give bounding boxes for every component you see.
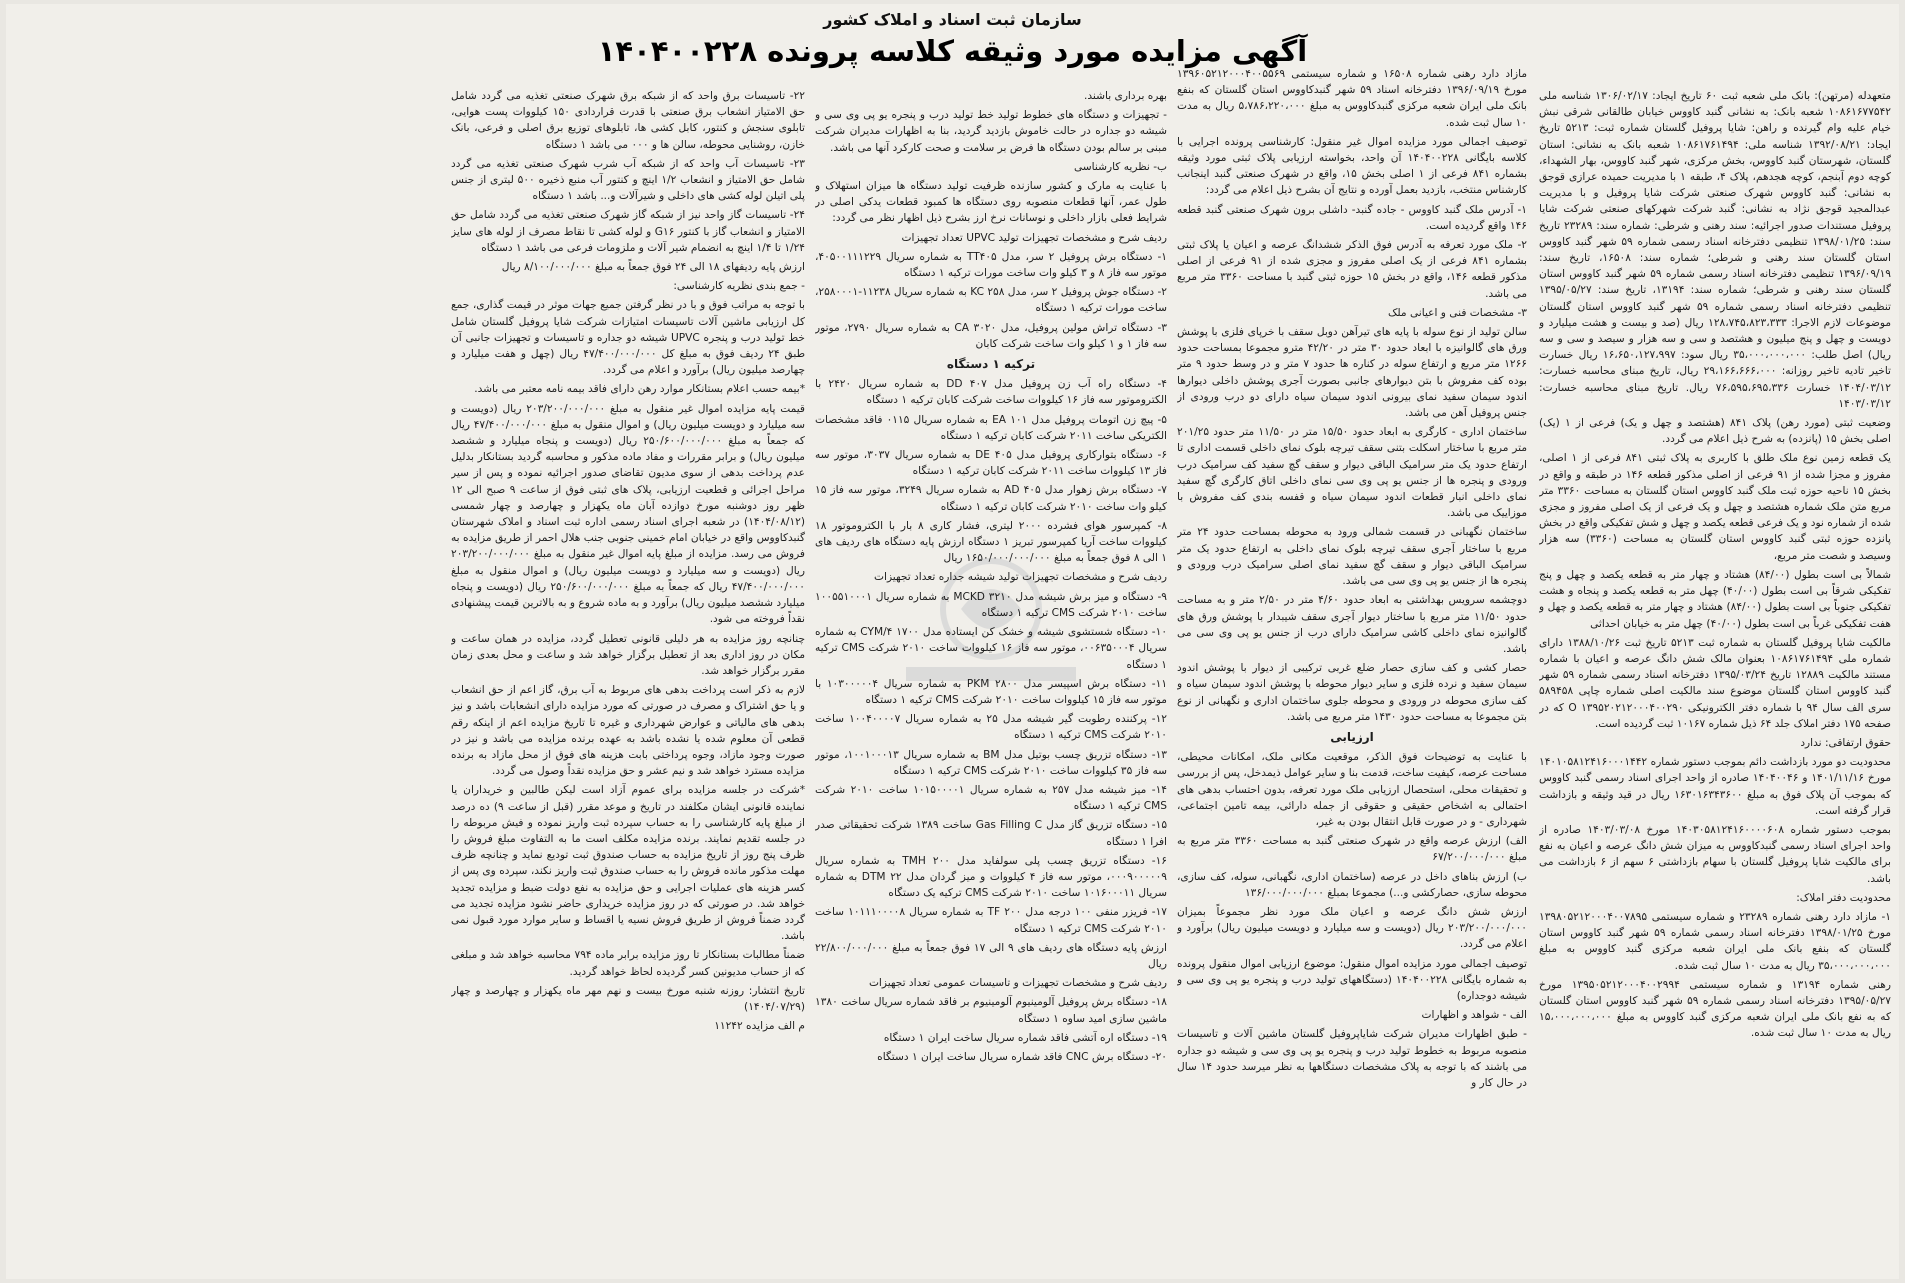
newspaper-clipping bbox=[6, 4, 1899, 1279]
paragraph: ۱۷- فریزر منفی ۱۰۰ درجه مدل TF ۲۰۰ به شماره سریال ۱۰۱۱۱۰۰۰۰۸ ساخت ۲۰۱۰ شرکت CMS ترکیه ۱ دستگاه bbox=[815, 906, 1167, 935]
paragraph: ۱۶- دستگاه تزریق چسب پلی سولفاید مدل TMH ۲۰۰ به شماره سریال ۰۰۰۹۰۰۰۰۰۹، موتور سه فاز ۴ کیلووات و میز گردان مدل DTM ۲۲ به شماره سریال ۱۰۱۶۰۰۰۱۱ ساخت ۲۰۱۰ شرکت CMS ترکیه یک دستگاه bbox=[815, 854, 1167, 900]
paragraph: ارزش پایه ردیفهای ۱۸ الی ۲۴ فوق جمعاً به مبلغ ۸/۱۰۰/۰۰۰/۰۰۰ ریال bbox=[501, 261, 805, 274]
paragraph: دوچشمه سرویس بهداشتی به ابعاد حدود ۴/۶۰ متر در ۲/۵۰ متر و به مساحت حدود ۱۱/۵۰ متر مربع با ساختار دیوار آجری سقف شیبدار با پوشش ورق های گالوانیزه نمای داخلی کاشی سرامیک دارای درب از جنس یو پی وی سی می باشد. bbox=[1177, 594, 1527, 655]
paragraph: با عنایت به توضیحات فوق الذکر، موقعیت مکانی ملک، امکانات محیطی، مساحت عرصه، کیفیت ساخت، قدمت بنا و سایر عوامل ذیمدخل، پس از بررسی و تحقیقات محلی، استحصال ارزیابی ملک مورد تعرفه، بدون احتساب بدهی های احتمالی به اشخاص حقیقی و حقوقی از جمله دارائی، بیمه تامین اجتماعی، شهرداری - و در صورت قابل انتقال بودن به غیر، bbox=[1177, 751, 1527, 828]
paragraph: ۱۳- دستگاه تزریق چسب بوتیل مدل BM به شماره سریال ۱۰۰۱۰۰۰۱۳، موتور سه فاز ۳۵ کیلووات ساخت ۲۰۱۰ شرکت CMS ترکیه ۱ دستگاه bbox=[815, 748, 1167, 777]
paragraph: توصیف اجمالی مورد مزایده اموال منقول: موضوع ارزیابی اموال منقول پرونده به شماره بایگانی ۱۴۰۴۰۰۲۲۸ (دستگاههای تولید درب و پنجره یو پی وی سی و شیشه دوجداره) bbox=[1177, 957, 1527, 1002]
paragraph: ۸- کمپرسور هوای فشرده ۲۰۰۰ لیتری، فشار کاری ۸ بار با الکتروموتور ۱۸ کیلووات ساخت آریا کمپرسور تبریز ۱ دستگاه ارزش پایه دستگاه های ردیف های ۱ الی ۸ فوق جمعاً به مبلغ ۱۶۵۰/۰۰۰/۰۰۰/۰۰۰ ریال bbox=[815, 519, 1167, 565]
paragraph: ب- نظریه کارشناسی bbox=[1073, 160, 1167, 173]
paragraph: ردیف شرح و مشخصات تجهیزات و تاسیسات عمومی تعداد تجهیزات bbox=[868, 977, 1167, 990]
paragraph: ۲۲- تاسیسات برق واحد که از شبکه برق شهرک صنعتی تغذیه می گردد شامل حق الامتیاز انشعاب برق صنعتی با قدرت قراردادی ۱۵۰ کیلووات پست هوایی، تابلوی سنجش و کنتور، کابل کشی ها، تابلوهای توزیع برق اصلی و فرعی، بانک خازن، روشنایی محوطه، سالن ها و ۰۰۰ می باشد ۱ دستگاه bbox=[451, 90, 805, 151]
paragraph: قیمت پایه مزایده اموال غیر منقول به مبلغ ۲۰۳/۲۰۰/۰۰۰/۰۰۰ ریال (دویست و سه میلیارد و دویست میلیون ریال) و اموال منقول به مبلغ ۴۷/۴۰۰/۰۰۰/۰۰۰ ریال که جمعاً به مبلغ ۲۵۰/۶۰۰/۰۰۰/۰۰۰ ریال (دویست و پنجاه میلیارد و ششصد میلیون ریال) و برابر مقررات و مفاد ماده مذکور و محاسبه گردید بستانکار بدلیل عدم پرداخت بدهی از سوی مدیون تقاضای صدور اجرائیه نموده و پس از سیر مراحل اجرائی و قطعیت ارزیابی، پلاک های ثبتی فوق از ساعت ۹ صبح الی ۱۲ ظهر روز دوشنبه مورخ دوازده آبان ماه یکهزار و چهارصد و چهار شمسی (۱۴۰۴/۰۸/۱۲) در شعبه اجرای اسناد رسمی اداره ثبت اسناد و املاک شهرستان گنبدکاووس واقع در خیابان امام خمینی جنوبی جنب هلال احمر از طریق مزایده به فروش می رسد. مزایده از مبلغ پایه اموال غیر منقول به مبلغ ۲۰۳/۲۰۰/۰۰۰/۰۰۰ ریال (دویست و سه میلیارد و دویست میلیون ریال) و اموال منقول به مبلغ ۴۷/۴۰۰/۰۰۰/۰۰۰ ریال که جمعاً به مبلغ ۲۵۰/۶۰۰/۰۰۰/۰۰۰ ریال (دویست و پنجاه میلیارد ششصد میلیون ریال) برآورد و به ماده شروع و به بالاترین قیمت پیشنهادی نقداً فروخته می شود. bbox=[451, 402, 805, 626]
paragraph: ۵- پیچ زن اتومات پروفیل مدل EA ۱۰۱ به شماره سریال ۰۱۱۵ فاقد مشخصات الکتریکی ساخت ۲۰۱۱ شرکت کابان ترکیه ۱ دستگاه bbox=[815, 413, 1167, 442]
paragraph: حصار کشی و کف سازی حصار ضلع غربی ترکیبی از دیوار با پوشش اندود سیمان سفید و نرده فلزی و سایر دیوار محوطه با پوشش اندود سیمان سیاه و کف سازی محوطه در ورودی و محوطه جلوی ساختمان اداری و نگهبانی از نوع بتن مجموعا به مساحت حدود ۱۴۳۰ متر مربع می باشد. bbox=[1177, 662, 1527, 723]
paragraph: ردیف شرح و مشخصات تجهیزات تولید شیشه جداره تعداد تجهیزات bbox=[874, 571, 1167, 584]
paragraph: یک قطعه زمین نوع ملک طلق با کاربری به پلاک ثبتی ۸۴۱ فرعی از ۱ اصلی، مفروز و مجزا شده از ۹۱ فرعی از اصلی مذکور قطعه ۱۴۶ در طبقه و واقع در بخش ۱۵ ناحیه حوزه ثبت ملک گنبد کاووس استان گلستان به مساحت ۳۳۶۰ متر مربع متن ملک شماره هشتصد و چهل و یک فرعی از یک اصلی مفروز و مجزی شده از شماره نود و یک فرعی قطعه یکصد و چهل و شش تفکیکی واقع در بخش پانزده حوزه ثبتی گنبد کاووس استان گلستان به مساحت (۳۳۶۰) سه هزار وسیصد و شصت متر مربع، bbox=[1539, 452, 1891, 562]
text-column-2 bbox=[1177, 66, 1527, 1271]
paragraph: ۳- مشخصات فنی و اعیانی ملک bbox=[1387, 306, 1527, 319]
paragraph: الف - شواهد و اظهارات bbox=[1421, 1009, 1527, 1022]
paragraph: ۴- دستگاه راه آب زن پروفیل مدل DD ۴۰۷ به شماره سریال ۲۴۲۰ با الکتروموتور سه فاز ۱۶ کیلووات ساخت شرکت کابان ترکیه ۱ دستگاه bbox=[815, 378, 1167, 407]
paragraph: ساختمان نگهبانی در قسمت شمالی ورود به محوطه بمساحت حدود ۲۴ متر مربع با ساختار آجری سقف تیرچه بلوک نمای داخلی به ارتفاع حدود یک متر سرامیک الباقی دیوار و سقف گچ سفید نمای اصلی سرامیک درب ورودی و پنجره ها از جنس یو پی وی سی می باشد. bbox=[1177, 526, 1527, 588]
paragraph: ۱۱- دستگاه برش اسپیسر مدل PKM ۲۸۰۰ به شماره سریال ۱۰۳۰۰۰۰۰۴ با موتور سه فاز ۱۵ کیلووات ساخت ۲۰۱۰ شرکت CMS ترکیه ۱ دستگاه bbox=[815, 677, 1167, 706]
paragraph: محدودیت دفتر املاک: bbox=[1796, 891, 1891, 904]
paragraph: سالن تولید از نوع سوله با پایه های تیرآهن دوبل سقف با خرپای فلزی با پوشش ورق های گالوانیزه با ابعاد حدود ۳۰ متر در ۴۲/۲۰ مترو مجموعا بمساحت حدود ۱۲۶۶ متر مربع و ارتفاع سوله در کناره ها حدود ۷ متر و در وسط حدود ۹ متر بوده کف مفروش با بتن دیوارهای جانبی بصورت آجری پوشش داخلی دیوارها اندود سیمان سفید نمای بیرونی اندود سیمان سیاه دارای دو درب ورودی از جنس پروفیل آهن می باشد. bbox=[1177, 326, 1527, 420]
paragraph: لازم به ذکر است پرداخت بدهی های مربوط به آب برق، گاز اعم از حق انشعاب و یا حق اشتراک و مصرف در صورتی که مورد مزایده دارای انشعابات باشد و نیز بدهی های مالیاتی و عوارض شهرداری و غیره تا تاریخ مزایده اعم از اینکه رقم قطعی آن معلوم شده یا نشده باشد به عهده برنده مزایده می باشد و نیز در صورت وجود مازاد، وجوه پرداختی بابت هزینه های فوق از محل مازاد به برنده مزایده مسترد خواهد شد و نیم عشر و حق مزایده نقداً وصول می گردد. bbox=[451, 684, 805, 778]
paragraph: مازاد دارد رهنی شماره ۱۶۵۰۸ و شماره سیستمی ۱۳۹۶۰۵۲۱۲۰۰۰۴۰۰۵۵۶۹ مورخ ۱۳۹۶/۰۹/۱۹ دفترخانه اسناد ۵۹ شهر گنبدکاووس استان گلستان که بنفع بانک ملی ایران شعبه مرکزی گنبدکاووس به مبلغ ۵،۷۸۶،۲۲۰،۰۰۰ ریال به مدت ۱۰ سال ثبت شده. bbox=[1177, 68, 1527, 129]
page-title: آگهی مزایده مورد وثیقه کلاسه پرونده ۱۴۰۴۰۰۲۲۸ bbox=[597, 34, 1308, 68]
paragraph: محدودیت دو مورد بازداشت دائم بموجب دستور شماره ۱۴۰۱۰۵۸۱۲۴۱۶۰۰۰۱۴۴۲ مورخ ۱۴۰۱/۱۱/۱۶ و ۱۴۰۴۰۰۴۶ صادره از واحد اجرای اسناد رسمی گنبد کاووس که بموجب آن پلاک فوق به مبلغ ۱۶۳۰۱۶۳۴۳۶۰۰ ریال در قید وثیقه و بازداشت قرار گرفته است. bbox=[1539, 756, 1891, 817]
paragraph: ۲۴- تاسیسات گاز واحد نیز از شبکه گاز شهرک صنعتی تغذیه می گردد شامل حق الامتیاز و انشعاب گاز با کنتور G۱۶ و لوله کشی تا نقاط مصرف از لوله های سایز ۱/۲۴ تا ۱/۴ اینچ به انضمام شیر آلات و ملزومات فرعی می باشد ۱ دستگاه bbox=[451, 209, 805, 254]
paragraph: ارزش پایه دستگاه های ردیف های ۹ الی ۱۷ فوق جمعاً به مبلغ ۲۲/۸۰۰/۰۰۰/۰۰۰ ریال bbox=[815, 941, 1167, 970]
text-column-1 bbox=[1539, 88, 1891, 1271]
paragraph: الف) ارزش عرصه واقع در شهرک صنعتی گنبد به مساحت ۳۳۶۰ متر مربع به مبلغ ۶۷/۲۰۰/۰۰۰/۰۰۰ bbox=[1177, 835, 1527, 864]
paragraph: بهره برداری باشند. bbox=[1083, 90, 1167, 102]
paragraph: شمالاً بی است بطول (۸۴/۰۰) هشتاد و چهار متر به قطعه یکصد و چهل و پنج تفکیکی شرقاً بی است بطول (۴۰/۰۰) چهل متر به قطعه یکصد و پنجاه و هشت تفکیکی جنوباً بی است بطول (۸۴/۰۰) هشتاد و چهار متر به قطعه یکصد و چهل و هفت تفکیکی غرباً بی است بطول (۴۰/۰۰) چهل متر به خیابان احداثی bbox=[1539, 568, 1891, 630]
section-heading: ارزیابی bbox=[1330, 729, 1374, 744]
paragraph: چنانچه روز مزایده به هر دلیلی قانونی تعطیل گردد، مزایده در همان ساعت و مکان در روز اداری بعد از تعطیل برگزار خواهد شد و ساعت و محل بعدی زمان مقرر برگزار خواهد شد. bbox=[451, 632, 805, 677]
paragraph: ۲- ملک مورد تعرفه به آدرس فوق الذکر ششدانگ عرصه و اعیان یا پلاک ثبتی بشماره ۸۴۱ فرعی از یک اصلی مفروز و مجزی شده از ۹۱ فرعی از اصلی مذکور قطعه ۱۴۶، واقع در بخش ۱۵ حوزه ثبتی گنبد با مساحت ۳۳۶۰ متر مربع می باشد. bbox=[1177, 239, 1527, 300]
text-column-4 bbox=[451, 88, 805, 1271]
paragraph: با عنایت به مارک و کشور سازنده ظرفیت تولید دستگاه ها میزان استهلاک و طول عمر، آنها قطعات منصوبه روی دستگاه ها کمبود قطعات یدکی اصلی در شرایط فعلی بازار داخلی و نوسانات نرخ ارز بشرح ذیل اظهار نظر می گردد: bbox=[815, 180, 1167, 225]
paragraph: بموجب دستور شماره ۱۴۰۳۰۵۸۱۲۴۱۶۰۰۰۰۶۰۸ مورخ ۱۴۰۳/۰۳/۰۸ صادره از واحد اجرای اسناد رسمی گنبدکاووس به میزان شش دانگ عرصه و اعیان به نفع برای مالکیت شایا پروفیل گلستان با سهام بازداشتی ۶ سهم از ۶ بازداشت می باشد. bbox=[1539, 823, 1891, 885]
paragraph: *بیمه حسب اعلام بستانکار موارد رهن دارای فاقد بیمه نامه معتبر می باشد. bbox=[474, 383, 805, 396]
paragraph: ساختمان اداری - کارگری به ابعاد حدود ۱۵/۵۰ متر در ۱۱/۵۰ متر حدود ۲۰۱/۲۵ متر مربع با ساختار اسکلت بتنی سقف تیرچه بلوک نمای داخلی قسمت اداری تا ارتفاع حدود یک متر سرامیک الباقی دیوار و سقف گچ سفید کف سرامیک درب ورودی و پنجره ها از جنس یو پی وی سی نمای داخلی اتاق کارگری گچ سفید نمای داخلی انبار قطعات اندود سیمان سیاه و قفسه بندی کف مفروش با موزاییک می باشد. bbox=[1177, 426, 1527, 520]
paragraph: ۲- دستگاه جوش پروفیل ۲ سر، مدل KC ۲۵۸ به شماره سریال ۱۱۲۳۸-۲۵۸۰۰۰۱، ساخت مورات ترکیه ۱ دستگاه bbox=[815, 286, 1167, 315]
paragraph: ۱- آدرس ملک گنبد کاووس - جاده گنبد- داشلی برون شهرک صنعتی گنبد قطعه ۱۴۶ واقع گردیده است. bbox=[1177, 203, 1527, 232]
paragraph: - تجهیزات و دستگاه های خطوط تولید خط تولید درب و پنجره یو پی وی سی و شیشه دو جداره در حالت خاموش بازدید گردید، بنا به اظهارات مدیران شرکت مبنی بر سالم بودن دستگاه ها فرض بر سلامت و صحت کارکرد آنها می باشد. bbox=[815, 109, 1167, 154]
paragraph: ۱۴- میز شیشه مدل ۲۵۷ به شماره سریال ۱۰۱۵۰۰۰۰۱ ساخت ۲۰۱۰ شرکت CMS ترکیه ۱ دستگاه bbox=[815, 783, 1167, 813]
paragraph: ۳- دستگاه تراش مولین پروفیل، مدل CA ۳۰۲۰ به شماره سریال ۲۷۹۰، موتور سه فاز ۱ و ۱ کیلو وات ساخت شرکت کابان bbox=[815, 321, 1167, 350]
paragraph: ۱۰- دستگاه شستشوی شیشه و خشک کن ایستاده مدل CYM/۴ ۱۷۰۰ به شماره سریال ۰۰۶۳۵۰۰۰۴، موتور سه فاز ۱۶ کیلووات ساخت ۲۰۱۰ شرکت CMS ترکیه ۱ دستگاه bbox=[815, 626, 1167, 671]
paragraph: وضعیت ثبتی (مورد رهن) پلاک ۸۴۱ (هشتصد و چهل و یک) فرعی از ۱ (یک) اصلی بخش ۱۵ (پانزده) به شرح ذیل اعلام می گردد. bbox=[1539, 417, 1891, 446]
paragraph: ۲۳- تاسیسات آب واحد که از شبکه آب شرب شهرک صنعتی تغذیه می گردد شامل حق الامتیاز و انشعاب ۱/۲ اینچ و کنتور آب منبع ذخیره ۵۰۰ لیتری از جنس پلی اتیلن لوله کشی های داخلی و شیرآلات و... باشد ۱ دستگاه bbox=[451, 157, 805, 203]
paragraph: ۱۲- پرکننده رطوبت گیر شیشه مدل ۲۵ به شماره سریال ۱۰۰۴۰۰۰۰۷ ساخت ۲۰۱۰ شرکت CMS ترکیه ۱ دستگاه bbox=[815, 713, 1167, 742]
paragraph: متعهدله (مرتهن): بانک ملی شعبه ثبت ۶۰ تاریخ ایجاد: ۱۳۰۶/۰۲/۱۷ شناسه ملی ۱۰۸۶۱۶۷۷۵۴۲ شعبه بانک: به نشانی گنبد کاووس خیابان طالقانی شرقی نبش خیام علیه وام گیرنده و راهن: شایا پروفیل گلستان شماره ثبت: ۵۲۱۳ تاریخ ایجاد: ۱۳۹۲/۰۸/۲۱ شناسه ملی: ۱۰۸۶۱۷۶۱۴۹۴ شعبه بانک به نشانی: استان گلستان، شهرستان گنبد کاووس، بخش مرکزی، شهر گنبد کاووس، بهار الشهداء، کوچه دوم آبنجم، کوچه هجدهم، پلاک ۴، طبقه ۱ با مدیریت حمیده عرازی قوجق به نشانی: گنبد کاووس شهرک صنعتی شرکت شایا پروفیل و با مدیریت عبدالمجید قوجق نژاد به نشانی: گنبد شرکت شهرکهای صنعتی شرکت شایا پروفیل مستندات صدور اجرائیه: سند رهنی و شرطی: شماره سند: ۲۳۲۸۹ تاریخ سند: ۱۳۹۸/۰۱/۲۵ تنظیمی دفترخانه اسناد رسمی شماره ۵۹ شهر گنبد کاووس استان گلستان سند رهنی و شرطی؛ شماره سند: ۱۶۵۰۸، تاریخ سند: ۱۳۹۶/۰۹/۱۹ تنظیمی دفترخانه اسناد رسمی شماره ۵۹ شهر گنبد کاووس استان گلستان سند رهنی و شرطی؛ شماره سند: ۱۳۱۹۴، تاریخ سند: ۱۳۹۵/۰۵/۲۷ تنظیمی دفترخانه اسناد رسمی شماره ۵۹ شهر گنبد کاووس استان گلستان موضوعات لازم الاجرا: ۱۲۸،۷۴۵،۸۲۳،۳۳۳ ریال (صد و بیست و هشت میلیارد و دویست و چهل و پنج میلیون و هشتصد و سی و سه هزار و سیصد و سی و سه ریال) اصل طلب: ۳۵،۰۰۰،۰۰۰،۰۰۰ ریال سود: ۱۶،۶۵۰،۱۲۷،۹۹۷ ریال خسارت تاخیر تادیه تاخیر روزانه: ۲۹،۱۶۶،۶۶۶،۰۰۰ ریال، تاریخ مبنای محاسبه خسارت: ۱۴۰۴/۰۳/۱۲ خسارت ۷۶،۵۹۵،۶۹۵،۳۳۶ ریال. تاریخ مبنای محاسبه خسارت: ۱۴۰۳/۰۳/۱۲ bbox=[1539, 90, 1891, 410]
paragraph: مالکیت شایا پروفیل گلستان به شماره ثبت ۵۲۱۳ تاریخ ثبت ۱۳۸۸/۱۰/۲۶ دارای شماره ملی ۱۰۸۶۱۷۶۱۴۹۴ بعنوان مالک شش دانگ عرصه و اعیان با شماره مستند مالکیت ۱۲۸۸۹ تاریخ ۱۳۹۵/۰۳/۲۴ دفترخانه اسناد رسمی شماره ۵۹ شهر گنبد کاووس استان گلستان موضوع سند مالکیت اصلی شماره چاپی ۵۸۹۴۵۸ سری الف سال ۹۴ با شماره دفتر الکترونیکی ۱۳۹۵۲۰۲۱۲۰۰۰۴۰۰۲۹۰ O که در صفحه ۱۷۵ دفتر املاک جلد ۶۴ ذیل شماره ۱۰۱۶۷ ثبت گردیده است. bbox=[1539, 636, 1891, 730]
paragraph: ۷- دستگاه برش زهوار مدل AD ۴۰۵ به شماره سریال ۳۲۴۹، موتور سه فاز ۱۵ کیلو وات ساخت ۲۰۱۰ شرکت کابان ترکیه ۱ دستگاه bbox=[815, 484, 1167, 513]
section-heading: ترکیه ۱ دستگاه bbox=[946, 357, 1036, 372]
text-column-3 bbox=[815, 88, 1167, 1271]
paragraph: - جمع بندی نظریه کارشناسی: bbox=[673, 280, 805, 293]
paragraph: ب) ارزش بناهای داخل در عرصه (ساختمان اداری، نگهبانی، سوله، کف سازی، محوطه سازی، حصارکشی و...) مجموعا بمبلغ ۱۳۶/۰۰۰/۰۰۰/۰۰۰ bbox=[1177, 870, 1527, 899]
paragraph: *شرکت در جلسه مزایده برای عموم آزاد است لیکن طالبین و خریداران یا نماینده قانونی ایشان مکلفند در تاریخ و موعد مقرر (قبل از ساعت ۹) ده درصد از مبلغ پایه کارشناسی را به حساب سپرده ثبت واریز نموده و فیش مربوطه را در جلسه تقدیم نمایند. برنده مزایده مکلف است ما به التفاوت مبلغ فروش را ظرف پنج روز از تاریخ مزایده به حساب صندوق ثبت تودیع نماید و چنانچه ظرف مهلت مذکور مانده فروش را به حساب صندوق ثبت واریز نکند، سپرده وی پس از کسر هزینه های عملیات اجرایی و حق مزایده به نفع دولت ضبط و مزایده تجدید خواهد شد. در صورتی که در روز مزایده خریداری حاضر نشود مزایده تجدید می گردد ضمناً فروش از طریق فروش نسیه یا اقساط و سایر موارد مورد قبول نمی باشد. bbox=[451, 784, 805, 943]
paragraph: - طبق اظهارات مدیران شرکت شایاپروفیل گلستان ماشین آلات و تاسیسات منصوبه مربوط به خطوط تولید درب و پنجره یو پی وی سی و شیشه دو جداره می باشند که با توجه به پلاک مشخصات دستگاهها به نظر میرسد حدود ۱۴ سال در حال کار و bbox=[1177, 1028, 1527, 1089]
paragraph: م الف مزایده ۱۱۲۴۲ bbox=[714, 1020, 805, 1033]
paragraph: توصیف اجمالی مورد مزایده اموال غیر منقول: کارشناسی پرونده اجرایی با کلاسه بایگانی ۱۴۰۴۰۰۲۲۸ آن واحد، بخواسته ارزیابی پلاک ثبتی مورد وثیقه بشماره ۸۴۱ فرعی از ۱ اصلی بخش ۱۵، واقع در شهرک صنعتی گنبد اینجانب کارشناس منتخب، بازدید بعمل آورده و نتایج آن بشرح ذیل اعلام می گردد: bbox=[1177, 135, 1527, 197]
paragraph: ۱- مازاد دارد رهنی شماره ۲۳۲۸۹ و شماره سیستمی ۱۳۹۸۰۵۲۱۲۰۰۰۴۰۰۷۸۹۵ مورخ ۱۳۹۸/۰۱/۲۵ دفترخانه اسناد رسمی شماره ۵۹ شهر گنبد کاووس استان گلستان که بنفع بانک ملی ایران شعبه مرکزی گنبد کاووس به مبلغ ۳۵،۰۰۰،۰۰۰،۰۰۰ ریال به مدت ۱۰ سال ثبت شده. bbox=[1539, 910, 1891, 972]
paragraph: حقوق ارتفاقی: ندارد bbox=[1800, 736, 1891, 749]
paragraph: رهنی شماره ۱۳۱۹۴ و شماره سیستمی ۱۳۹۵۰۵۲۱۲۰۰۰۴۰۰۲۹۹۴ مورخ ۱۳۹۵/۰۵/۲۷ دفترخانه اسناد رسمی شماره ۵۹ شهر گنبد کاووس استان گلستان که به نفع بانک ملی ایران شعبه مرکزی گنبد کاووس به مبلغ ۱۵،۰۰۰،۰۰۰،۰۰۰ ریال به مدت ۱۰ سال ثبت شده. bbox=[1539, 978, 1891, 1040]
paragraph: ۱۸- دستگاه برش پروفیل آلومینیوم آلومینیوم بر فاقد شماره سریال ساخت ۱۳۸۰ ماشین سازی امید ساوه ۱ دستگاه bbox=[815, 996, 1167, 1025]
paragraph: ردیف شرح و مشخصات تجهیزات تولید UPVC تعداد تجهیزات bbox=[901, 231, 1167, 244]
paragraph: ضمناً مطالبات بستانکار تا روز مزایده برابر ماده ۷۹۴ محاسبه خواهد شد و مبلغی که از حساب مدیونین کسر گردیده لحاظ خواهد گردید. bbox=[451, 949, 805, 978]
paragraph: ۱- دستگاه برش پروفیل ۲ سر، مدل TT۴۰۵ به شماره سریال ۴۰۵۰۰۱۱۱۲۲۹، موتور سه فاز ۸ و ۳ کیلو وات ساخت مورات ترکیه ۱ دستگاه bbox=[815, 250, 1167, 280]
organization-name: سازمان ثبت اسناد و املاک کشور bbox=[823, 10, 1082, 29]
paragraph: ۲۰- دستگاه برش CNC فاقد شماره سریال ساخت ایران ۱ دستگاه bbox=[877, 1050, 1167, 1063]
paragraph: تاریخ انتشار: روزنه شنبه مورخ بیست و نهم مهر ماه یکهزار و چهارصد و چهار (۱۴۰۴/۰۷/۲۹) bbox=[451, 984, 805, 1013]
paragraph: ۱۹- دستگاه اره آتشی فاقد شماره سریال ساخت ایران ۱ دستگاه bbox=[883, 1031, 1167, 1044]
paragraph: ۹- دستگاه و میز برش شیشه مدل MCKD ۳۲۱۰ به شماره سریال ۱۰۰۵۵۱۰۰۰۱ ساخت ۲۰۱۰ شرکت CMS ترکیه ۱ دستگاه bbox=[815, 590, 1167, 619]
paragraph: ارزش شش دانگ عرصه و اعیان ملک مورد نظر مجموعاً بمیزان ۲۰۳/۲۰۰/۰۰۰/۰۰۰ ریال (دویست و سه میلیارد و دویست میلیون ریال) برآورد و اعلام می گردد. bbox=[1177, 905, 1527, 951]
paragraph: با توجه به مراتب فوق و با در نظر گرفتن جمیع جهات موثر در قیمت گذاری، جمع کل ارزیابی ماشین آلات تاسیسات امتیازات شرکت شایا پروفیل گلستان شامل خط تولید درب و پنجره UPVC شیشه دو جداره و تاسیسات و تجهیزات جانبی آن طبق ۲۴ ردیف فوق به مبلغ کل ۴۷/۴۰۰/۰۰۰/۰۰۰ ریال (چهل و هفت میلیارد و چهارصد میلیون ریال) برآورد و اعلام می گردد. bbox=[451, 299, 805, 377]
paragraph: ۱۵- دستگاه تزریق گاز مدل Gas Filling C ساخت ۱۳۸۹ شرکت تحقیقاتی صدر افرا ۱ دستگاه bbox=[815, 819, 1167, 848]
paragraph: ۶- دستگاه بتوارکاری پروفیل مدل DE ۴۰۵ به شماره سریال ۳۰۳۷، موتور سه فاز ۱۳ کیلووات ساخت ۲۰۱۱ شرکت کابان ترکیه ۱ دستگاه bbox=[815, 449, 1167, 478]
